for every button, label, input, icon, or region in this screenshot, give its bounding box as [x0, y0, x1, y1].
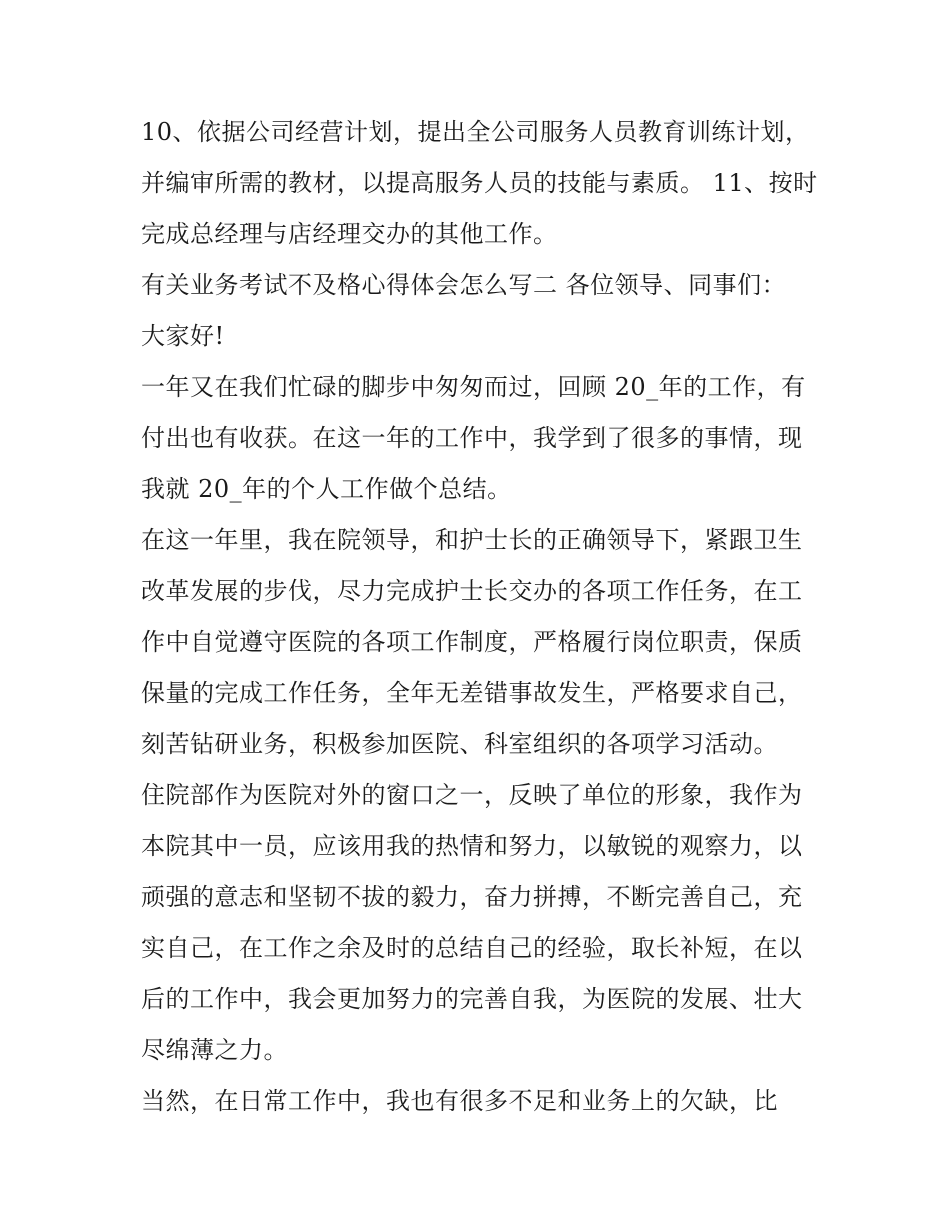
document-body: [141, 107, 821, 1127]
text-line: 一年又在我们忙碌的脚步中匆匆而过，回顾 20_年的工作，有: [141, 373, 806, 401]
text-line: 顽强的意志和坚韧不拔的毅力，奋力拼搏，不断完善自己，充: [141, 883, 803, 911]
text-line: 付出也有收获。在这一年的工作中，我学到了很多的事情，现: [141, 424, 803, 452]
text-line: 改革发展的步伐，尽力完成护士长交办的各项工作任务，在工: [141, 577, 803, 605]
text-line: 保量的完成工作任务，全年无差错事故发生，严格要求自己，: [141, 679, 803, 707]
text-line: 有关业务考试不及格心得体会怎么写二 各位领导、同事们：: [141, 271, 787, 299]
text-line: 并编审所需的教材，以提高服务人员的技能与素质。 11、按时: [141, 169, 818, 197]
text-line: 住院部作为医院对外的窗口之一，反映了单位的形象，我作为: [141, 781, 803, 809]
text-line: 后的工作中，我会更加努力的完善自我，为医院的发展、壮大: [141, 985, 803, 1013]
text-line: 在这一年里，我在院领导，和护士长的正确领导下，紧跟卫生: [141, 526, 803, 554]
text-line: 大家好!: [141, 322, 225, 350]
text-line: 本院其中一员，应该用我的热情和努力，以敏锐的观察力，以: [141, 832, 803, 860]
text-line: 10、依据公司经营计划，提出全公司服务人员教育训练计划，: [141, 118, 810, 146]
text-line: 当然，在日常工作中，我也有很多不足和业务上的欠缺，比: [141, 1087, 778, 1115]
text-line: 完成总经理与店经理交办的其他工作。: [141, 220, 558, 248]
text-line: 刻苦钻研业务，积极参加医院、科室组织的各项学习活动。: [141, 730, 778, 758]
text-line: 我就 20_年的个人工作做个总结。: [141, 475, 512, 503]
text-line: 作中自觉遵守医院的各项工作制度，严格履行岗位职责，保质: [141, 628, 803, 656]
text-line: 实自己，在工作之余及时的总结自己的经验，取长补短，在以: [141, 934, 803, 962]
text-line: 尽绵薄之力。: [141, 1036, 288, 1064]
